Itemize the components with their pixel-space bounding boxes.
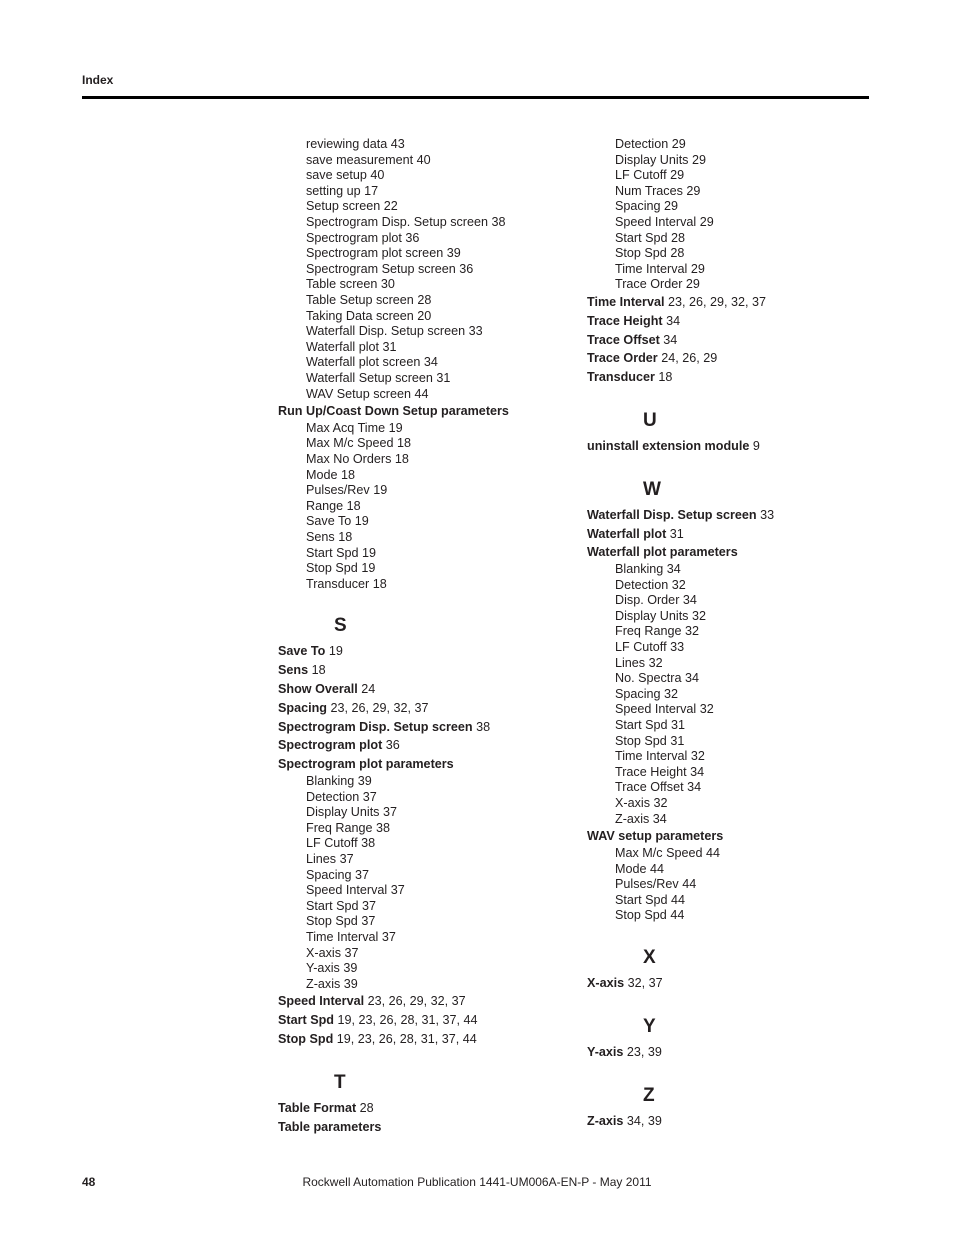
index-term: Trace Order bbox=[587, 351, 658, 366]
running-header: Index bbox=[82, 73, 114, 87]
index-subentry: Time Interval 37 bbox=[306, 929, 396, 944]
index-term: Run Up/Coast Down Setup parameters bbox=[278, 404, 509, 419]
index-subentry: Pulses/Rev 19 bbox=[306, 483, 388, 498]
index-entry bbox=[587, 349, 877, 368]
index-subentry: Start Spd 37 bbox=[306, 898, 377, 913]
index-column-left bbox=[278, 137, 568, 1136]
index-letter-heading: S bbox=[334, 615, 347, 637]
index-entry bbox=[278, 736, 568, 755]
index-term: Speed Interval bbox=[278, 994, 365, 1009]
index-subentry: Stop Spd 31 bbox=[615, 733, 685, 748]
index-subentry: Taking Data screen 20 bbox=[306, 308, 432, 323]
index-subentry: save measurement 40 bbox=[306, 152, 431, 167]
index-subentry: Z-axis 34 bbox=[615, 811, 667, 826]
index-subentry: X-axis 32 bbox=[615, 796, 668, 811]
index-letter-heading: Z bbox=[643, 1084, 655, 1106]
index-subentry: Waterfall plot screen 34 bbox=[306, 355, 438, 370]
index-term: Time Interval bbox=[587, 294, 665, 309]
index-term: Waterfall plot bbox=[587, 526, 667, 541]
index-subentry: Lines 32 bbox=[615, 655, 663, 670]
index-letter-heading: X bbox=[643, 946, 656, 968]
index-pages: 19, 23, 26, 28, 31, 37, 44 bbox=[333, 1013, 478, 1028]
index-subentry: Time Interval 32 bbox=[615, 749, 705, 764]
index-subentry: Spectrogram plot 36 bbox=[306, 230, 420, 245]
index-entry bbox=[587, 312, 877, 331]
index-subentry: Spectrogram Setup screen 36 bbox=[306, 261, 474, 276]
index-subentry: Spacing 32 bbox=[615, 686, 679, 701]
index-entry bbox=[278, 680, 568, 699]
index-subentry: Display Units 37 bbox=[306, 805, 397, 820]
index-subentry: Start Spd 28 bbox=[615, 230, 686, 245]
index-subentry: Table Setup screen 28 bbox=[306, 292, 432, 307]
index-subentry: Lines 37 bbox=[306, 851, 354, 866]
index-column-right bbox=[587, 137, 877, 1130]
index-subentry: Save To 19 bbox=[306, 514, 369, 529]
index-term: Trace Offset bbox=[587, 332, 660, 347]
index-entry bbox=[278, 1099, 568, 1118]
index-term: Z-axis bbox=[587, 1113, 624, 1128]
index-pages: 36 bbox=[382, 738, 400, 753]
index-entry bbox=[587, 1112, 877, 1131]
index-letter-heading: U bbox=[643, 409, 657, 431]
index-entry bbox=[278, 1011, 568, 1030]
index-subentry: Y-axis 39 bbox=[306, 961, 358, 976]
index-subentry: reviewing data 43 bbox=[306, 137, 405, 151]
index-term: Show Overall bbox=[278, 682, 358, 697]
index-entry bbox=[278, 1118, 568, 1137]
index-subentry: Waterfall Disp. Setup screen 33 bbox=[306, 324, 483, 339]
index-entry bbox=[587, 368, 877, 387]
index-pages: 34 bbox=[659, 332, 678, 347]
index-term: Trace Height bbox=[587, 313, 663, 328]
index-letter-heading: Y bbox=[643, 1015, 656, 1037]
index-subentry: Max Acq Time 19 bbox=[306, 420, 403, 435]
index-subentry: X-axis 37 bbox=[306, 945, 359, 960]
index-subentry: Stop Spd 37 bbox=[306, 914, 376, 929]
index-subentry: Pulses/Rev 44 bbox=[615, 877, 697, 892]
index-term: Spectrogram Disp. Setup screen bbox=[278, 719, 473, 734]
index-entry bbox=[587, 437, 877, 456]
index-subentry: Speed Interval 37 bbox=[306, 883, 405, 898]
index-term: Sens bbox=[278, 663, 309, 678]
index-subentry: LF Cutoff 33 bbox=[615, 640, 685, 655]
index-pages: 34, 39 bbox=[623, 1113, 662, 1128]
index-subentry: Start Spd 31 bbox=[615, 718, 686, 733]
index-entry bbox=[278, 1030, 568, 1049]
index-subentry: Time Interval 29 bbox=[615, 261, 705, 276]
index-term: Y-axis bbox=[587, 1044, 624, 1059]
index-term: Save To bbox=[278, 644, 326, 659]
index-subentry: Waterfall Setup screen 31 bbox=[306, 370, 451, 385]
index-pages: 23, 26, 29, 32, 37 bbox=[664, 294, 766, 309]
index-subentry: Spectrogram plot screen 39 bbox=[306, 246, 461, 261]
index-entry bbox=[278, 402, 568, 421]
index-entry bbox=[278, 755, 568, 774]
index-subentry: Spectrogram Disp. Setup screen 38 bbox=[306, 214, 506, 229]
index-subentry: Mode 18 bbox=[306, 467, 356, 482]
index-term: Spacing bbox=[278, 700, 327, 715]
index-subentry: Detection 37 bbox=[306, 789, 377, 804]
index-subentry: No. Spectra 34 bbox=[615, 671, 700, 686]
index-pages: 23, 26, 29, 32, 37 bbox=[364, 994, 466, 1009]
index-subentry: Mode 44 bbox=[615, 861, 665, 876]
index-term: X-axis bbox=[587, 975, 625, 990]
index-subentry: Max M/c Speed 44 bbox=[615, 846, 720, 860]
index-term: Spectrogram plot bbox=[278, 738, 383, 753]
index-pages: 23, 39 bbox=[623, 1044, 662, 1059]
index-subentry: LF Cutoff 38 bbox=[306, 836, 376, 851]
index-pages: 18 bbox=[308, 663, 326, 678]
index-subentry: Spacing 29 bbox=[615, 199, 679, 214]
index-subentry: Num Traces 29 bbox=[615, 183, 701, 198]
index-subentry: Display Units 32 bbox=[615, 608, 706, 623]
index-letter-heading: W bbox=[643, 478, 661, 500]
index-term: WAV setup parameters bbox=[587, 829, 724, 844]
publication-footer: Rockwell Automation Publication 1441-UM006A-EN-P - May 2011 bbox=[302, 1175, 652, 1189]
index-subentry: Transducer 18 bbox=[306, 576, 387, 591]
index-term: Waterfall Disp. Setup screen bbox=[587, 507, 757, 522]
index-subentry: Stop Spd 28 bbox=[615, 246, 685, 261]
index-subentry: Blanking 34 bbox=[615, 562, 681, 577]
index-pages: 38 bbox=[472, 719, 491, 734]
index-entry bbox=[278, 661, 568, 680]
index-letter-heading: T bbox=[334, 1071, 346, 1093]
index-entry bbox=[587, 506, 877, 525]
index-term: Stop Spd bbox=[278, 1031, 334, 1046]
index-entry bbox=[587, 293, 877, 312]
index-subentry: Range 18 bbox=[306, 498, 361, 513]
index-term: Table parameters bbox=[278, 1119, 382, 1134]
index-subentry: Waterfall plot 31 bbox=[306, 339, 397, 354]
header-rule bbox=[82, 96, 869, 99]
index-subentry: Display Units 29 bbox=[615, 152, 706, 167]
index-pages: 18 bbox=[654, 370, 673, 385]
index-subentry: Start Spd 19 bbox=[306, 545, 377, 560]
index-entry bbox=[587, 331, 877, 350]
index-entry bbox=[587, 1043, 877, 1062]
index-subentry: Trace Offset 34 bbox=[615, 780, 702, 795]
index-entry bbox=[587, 543, 877, 562]
index-subentry: Spacing 37 bbox=[306, 867, 370, 882]
index-pages: 34 bbox=[662, 313, 681, 328]
index-pages: 32, 37 bbox=[624, 975, 663, 990]
index-subentry: Start Spd 44 bbox=[615, 892, 686, 907]
index-subentry: Setup screen 22 bbox=[306, 199, 398, 214]
index-subentry: Max M/c Speed 18 bbox=[306, 436, 411, 451]
index-pages: 24, 26, 29 bbox=[657, 351, 718, 366]
index-subentry: setting up 17 bbox=[306, 183, 379, 198]
index-pages: 19 bbox=[325, 644, 343, 659]
index-subentry: Freq Range 38 bbox=[306, 820, 391, 835]
index-entry bbox=[587, 974, 877, 993]
index-pages: 24 bbox=[357, 682, 376, 697]
index-subentry: Table screen 30 bbox=[306, 277, 395, 292]
index-term: Waterfall plot parameters bbox=[587, 545, 738, 560]
index-subentry: Trace Height 34 bbox=[615, 764, 705, 779]
index-entry bbox=[587, 525, 877, 544]
index-subentry: Blanking 39 bbox=[306, 774, 372, 788]
index-entry bbox=[278, 642, 568, 661]
index-subentry: LF Cutoff 29 bbox=[615, 168, 685, 183]
index-term: Transducer bbox=[587, 370, 655, 385]
index-subentry: Max No Orders 18 bbox=[306, 452, 409, 467]
index-subentry: Z-axis 39 bbox=[306, 976, 358, 991]
index-entry bbox=[278, 992, 568, 1011]
index-entry bbox=[278, 699, 568, 718]
index-subentry: Speed Interval 29 bbox=[615, 214, 714, 229]
index-subentry: Stop Spd 44 bbox=[615, 908, 685, 923]
index-subentry: Trace Order 29 bbox=[615, 277, 700, 292]
index-subentry: Sens 18 bbox=[306, 530, 353, 545]
index-entry bbox=[587, 827, 877, 846]
index-subentry: Disp. Order 34 bbox=[615, 593, 697, 608]
index-term: Table Format bbox=[278, 1100, 357, 1115]
index-term: uninstall extension module bbox=[587, 438, 750, 453]
index-entry bbox=[278, 718, 568, 737]
index-subentry: Freq Range 32 bbox=[615, 624, 700, 639]
index-subentry: Stop Spd 19 bbox=[306, 561, 376, 576]
index-pages: 9 bbox=[749, 438, 760, 453]
page-number: 48 bbox=[82, 1175, 96, 1189]
index-subentry: WAV Setup screen 44 bbox=[306, 386, 429, 401]
index-pages: 23, 26, 29, 32, 37 bbox=[327, 700, 429, 715]
index-pages: 28 bbox=[356, 1100, 374, 1115]
index-pages: 19, 23, 26, 28, 31, 37, 44 bbox=[333, 1031, 477, 1046]
index-subentry: Speed Interval 32 bbox=[615, 702, 714, 717]
index-subentry: Detection 29 bbox=[615, 137, 686, 151]
index-subentry: Detection 32 bbox=[615, 577, 686, 592]
index-pages: 33 bbox=[756, 507, 775, 522]
index-term: Spectrogram plot parameters bbox=[278, 757, 454, 772]
index-pages: 31 bbox=[666, 526, 684, 541]
index-subentry: save setup 40 bbox=[306, 168, 385, 183]
index-term: Start Spd bbox=[278, 1013, 334, 1028]
